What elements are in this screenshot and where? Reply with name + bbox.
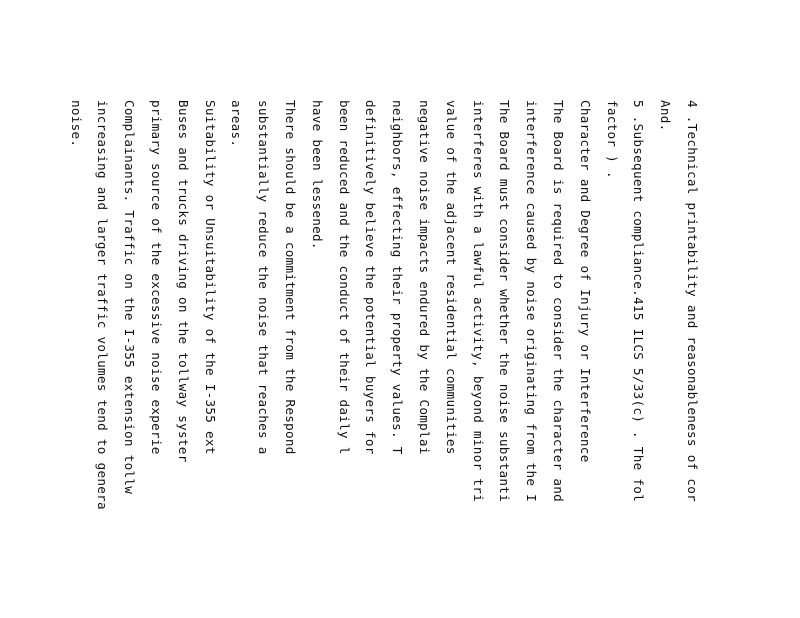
rotated-text-block <box>65 100 705 618</box>
text-line: negative noise impacts endured by the Complai <box>417 100 433 455</box>
text-line: neighbors, effecting their property values. T <box>390 100 406 455</box>
text-line: have been lessened. <box>309 100 325 250</box>
text-line: substantially reduce the noise that reaches a <box>256 100 272 455</box>
text-line: There should be a commitment from the Respond <box>283 100 299 455</box>
text-line: 4 .Technical printability and reasonableness of cor <box>685 100 700 502</box>
text-line: interference caused by noise originating from the I <box>524 100 540 502</box>
text-line: primary source of the excessive noise experie <box>149 100 165 455</box>
text-line: 5 .Subsequent compliance.415 ILCS 5/33(c) . The fol <box>631 100 647 502</box>
text-line: And. <box>658 100 674 132</box>
text-line: value of the adjacent residential communities <box>443 100 459 455</box>
section-heading: Suitability or Unsuitability of the I-355 ext <box>202 100 218 455</box>
text-line: been reduced and the conduct of their daily l <box>336 100 352 455</box>
text-line: Buses and trucks driving on the tollway syster <box>175 100 191 463</box>
text-line: interferes with a lawful activity, beyond minor tri <box>470 100 486 502</box>
text-line: increasing and larger traffic volumes tend to genera <box>95 100 111 510</box>
text-line: Complainants. Traffic on the I-355 extension tollw <box>122 100 138 495</box>
text-line: The Board is required to consider the character and <box>551 100 567 502</box>
text-line: areas. <box>229 100 245 148</box>
text-line: The Board must consider whether the noise substanti <box>497 100 513 502</box>
text-line: factor ) . <box>604 100 620 179</box>
section-heading: Character and Degree of Injury or Interference <box>577 100 593 463</box>
text-line: definitively believe the potential buyers for <box>363 100 379 455</box>
text-line: noise. <box>68 100 84 148</box>
